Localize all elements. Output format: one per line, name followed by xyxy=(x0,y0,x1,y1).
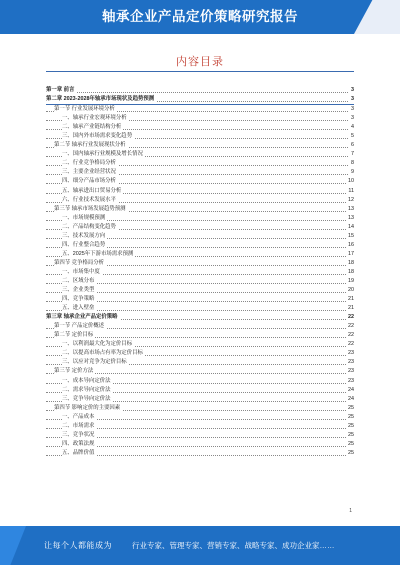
toc-entry-label: 五、2025年下游市场需求预测 xyxy=(62,250,134,257)
toc-entry-page: 17 xyxy=(348,250,354,257)
toc-entry-label: 四、竞争策略 xyxy=(62,296,95,303)
toc-entry-page: 23 xyxy=(348,359,354,366)
toc-title-divider xyxy=(46,71,354,72)
toc-entry-label: 三、以应对竞争为定价目标 xyxy=(62,359,127,366)
toc-entry[interactable] xyxy=(46,241,354,250)
toc-entry-page: 22 xyxy=(348,314,354,321)
toc-entry-page: 25 xyxy=(348,431,354,438)
toc-entry-page: 7 xyxy=(351,151,354,158)
toc-entry-page: 24 xyxy=(348,386,354,393)
toc-entry-label: 第一章 前言 xyxy=(46,87,75,93)
toc-entry[interactable] xyxy=(46,250,354,259)
toc-entry[interactable] xyxy=(46,349,354,358)
toc-entry-label: 三、企业类型 xyxy=(62,287,95,294)
toc-entry[interactable] xyxy=(46,367,354,376)
toc-entry[interactable] xyxy=(46,95,354,105)
toc-entry[interactable] xyxy=(46,404,354,413)
toc-entry-page: 21 xyxy=(348,296,354,303)
document-title: 轴承企业产品定价策略研究报告 xyxy=(102,9,298,24)
toc-entry[interactable] xyxy=(46,86,354,95)
toc-entry-label: 第一节 行业发展环境分析 xyxy=(54,106,115,113)
toc-entry-label: 二、行业竞争格局分析 xyxy=(62,160,116,167)
toc-entry-page: 22 xyxy=(348,341,354,348)
toc-entry-page: 18 xyxy=(348,259,354,266)
toc-entry[interactable] xyxy=(46,105,354,114)
toc-entry[interactable] xyxy=(46,223,354,232)
toc-entry-label: 五、进入壁垒 xyxy=(62,305,95,312)
toc-entry-label: 一、市场集中度 xyxy=(62,268,100,275)
toc-entry[interactable] xyxy=(46,386,354,395)
toc-entry-page: 25 xyxy=(348,413,354,420)
table-of-contents xyxy=(46,86,354,458)
toc-entry-page: 15 xyxy=(348,232,354,239)
toc-entry-label: 第四节 竞争格局分析 xyxy=(54,259,105,266)
toc-entry-page: 19 xyxy=(348,277,354,284)
toc-entry[interactable] xyxy=(46,159,354,168)
toc-entry[interactable] xyxy=(46,377,354,386)
toc-entry-page: 23 xyxy=(348,377,354,384)
toc-entry[interactable] xyxy=(46,322,354,331)
toc-entry-label: 一、以利润最大化为定价目标 xyxy=(62,341,133,348)
toc-entry-label: 一、产品成本 xyxy=(62,413,95,420)
toc-entry[interactable] xyxy=(46,214,354,223)
toc-title: 内容目录 xyxy=(176,56,224,68)
toc-entry[interactable] xyxy=(46,413,354,422)
toc-entry[interactable] xyxy=(46,304,354,313)
toc-entry-page: 22 xyxy=(348,323,354,330)
toc-entry-label: 三、主要企业经营状况 xyxy=(62,169,116,176)
toc-leader-dots xyxy=(46,92,354,93)
toc-entry[interactable] xyxy=(46,313,354,322)
toc-entry-page: 18 xyxy=(348,268,354,275)
toc-entry-label: 三、竞争状况 xyxy=(62,431,95,438)
toc-entry-label: 四、细分产品市场分析 xyxy=(62,178,116,185)
toc-entry[interactable] xyxy=(46,168,354,177)
header-bar xyxy=(0,0,400,34)
toc-entry-page: 10 xyxy=(348,178,354,185)
toc-entry-label: 一、成本导向定价法 xyxy=(62,377,111,384)
toc-entry-label: 二、需求导向定价法 xyxy=(62,386,111,393)
toc-entry-page: 8 xyxy=(351,160,354,167)
footer-bar xyxy=(0,526,400,565)
toc-entry[interactable] xyxy=(46,123,354,132)
toc-entry[interactable] xyxy=(46,395,354,404)
toc-entry-page: 5 xyxy=(351,133,354,140)
toc-entry-label: 五、轴承进出口贸易分析 xyxy=(62,187,122,194)
toc-entry-label: 第三章 轴承企业产品定价策略 xyxy=(46,314,118,321)
toc-entry[interactable] xyxy=(46,232,354,241)
toc-entry[interactable] xyxy=(46,187,354,196)
toc-entry-label: 第二章 2023-2028年轴承市场现状及趋势预测 xyxy=(46,96,155,103)
page-number: 1 xyxy=(349,508,352,514)
toc-entry-page: 11 xyxy=(348,187,354,194)
toc-entry[interactable] xyxy=(46,268,354,277)
toc-entry-page: 25 xyxy=(348,449,354,456)
toc-entry-page: 16 xyxy=(348,241,354,248)
toc-entry-page: 3 xyxy=(351,96,354,103)
toc-entry-label: 二、市场需求 xyxy=(62,422,95,429)
toc-entry-page: 9 xyxy=(351,169,354,176)
toc-entry-label: 四、行业整合趋势 xyxy=(62,241,106,248)
toc-entry-page: 12 xyxy=(348,196,354,203)
toc-entry[interactable] xyxy=(46,277,354,286)
toc-entry-label: 第四节 影响定价的主要因素 xyxy=(54,404,121,411)
toc-entry-label: 第三节 定价方法 xyxy=(54,368,94,375)
toc-entry-label: 一、市场规模预测 xyxy=(62,214,106,221)
toc-entry[interactable] xyxy=(46,449,354,458)
toc-entry-page: 14 xyxy=(348,223,354,230)
toc-entry-page: 3 xyxy=(351,87,354,93)
toc-entry[interactable] xyxy=(46,132,354,141)
toc-entry-label: 第一节 产品定价概述 xyxy=(54,323,105,330)
toc-entry[interactable] xyxy=(46,205,354,214)
toc-entry[interactable] xyxy=(46,440,354,449)
toc-entry-page: 13 xyxy=(348,214,354,221)
toc-entry-label: 第三节 轴承市场发展趋势预测 xyxy=(54,205,126,212)
toc-entry-label: 二、产品结构变化趋势 xyxy=(62,223,116,230)
toc-entry-label: 三、技术发展方向 xyxy=(62,232,106,239)
toc-entry-label: 二、区域分布 xyxy=(62,277,95,284)
toc-entry-page: 23 xyxy=(348,350,354,357)
toc-entry-label: 二、轴承产业链结构分析 xyxy=(62,124,122,131)
toc-entry-page: 25 xyxy=(348,440,354,447)
toc-entry-label: 三、国内外市场需求变化趋势 xyxy=(62,133,133,140)
toc-entry-page: 3 xyxy=(351,106,354,113)
toc-entry[interactable] xyxy=(46,196,354,205)
toc-entry[interactable] xyxy=(46,340,354,349)
toc-entry-page: 20 xyxy=(348,287,354,294)
toc-entry-label: 一、国内轴承行业规模及增长情况 xyxy=(62,151,143,158)
toc-entry[interactable] xyxy=(46,431,354,440)
toc-entry-page: 3 xyxy=(351,115,354,122)
toc-entry-label: 二、以提高市场占有率为定价目标 xyxy=(62,350,143,357)
toc-entry-label: 五、品牌价值 xyxy=(62,449,95,456)
toc-entry-label: 六、行业技术发展水平 xyxy=(62,196,116,203)
footer-accent-shape xyxy=(0,526,26,565)
toc-entry[interactable] xyxy=(46,358,354,367)
toc-entry[interactable] xyxy=(46,286,354,295)
toc-entry[interactable] xyxy=(46,141,354,150)
toc-entry-label: 一、轴承行业宏观环境分析 xyxy=(62,115,127,122)
toc-entry-label: 四、政策法规 xyxy=(62,440,95,447)
toc-entry-label: 三、竞争导向定价法 xyxy=(62,395,111,402)
footer-tagline: 行业专家、管理专家、营销专家、战略专家、成功企业家…… xyxy=(132,541,335,550)
toc-entry[interactable] xyxy=(46,295,354,304)
toc-entry[interactable] xyxy=(46,150,354,159)
toc-entry-page: 24 xyxy=(348,395,354,402)
toc-entry[interactable] xyxy=(46,177,354,186)
toc-entry-page: 25 xyxy=(348,404,354,411)
toc-entry-page: 4 xyxy=(351,124,354,131)
toc-entry-page: 22 xyxy=(348,332,354,339)
toc-entry[interactable] xyxy=(46,422,354,431)
toc-entry-page: 6 xyxy=(351,142,354,149)
footer-slogan: 让每个人都能成为 xyxy=(44,541,112,550)
toc-entry-page: 13 xyxy=(348,205,354,212)
toc-entry[interactable] xyxy=(46,114,354,123)
toc-entry-page: 23 xyxy=(348,368,354,375)
toc-entry[interactable] xyxy=(46,259,354,268)
toc-entry-label: 第二节 轴承行业发展现状分析 xyxy=(54,142,126,149)
toc-entry-page: 25 xyxy=(348,422,354,429)
toc-entry-page: 21 xyxy=(348,305,354,312)
toc-entry[interactable] xyxy=(46,331,354,340)
toc-entry-label: 第二节 定价目标 xyxy=(54,332,94,339)
